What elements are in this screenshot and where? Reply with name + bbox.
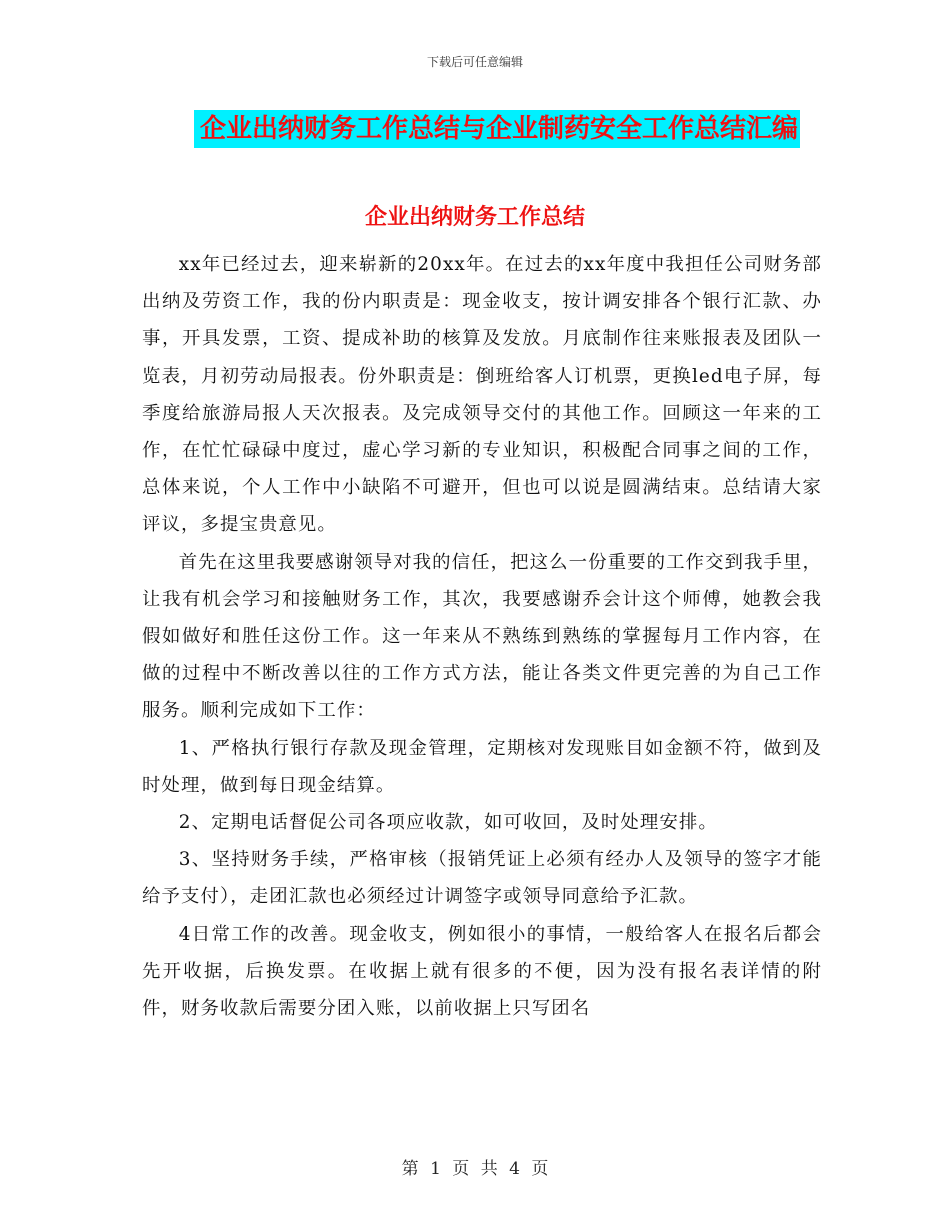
main-title: 企业出纳财务工作总结与企业制药安全工作总结汇编	[194, 110, 800, 148]
paragraph-intro: xx年已经过去，迎来崭新的20xx年。在过去的xx年度中我担任公司财务部出纳及劳资工作，我的份内职责是：现金收支，按计调安排各个银行汇款、办事，开具发票，工资、提成补助的核算及发放。月底制作往来账报表及团队一览表，月初劳动局报表。份外职责是：倒班给客人订机票，更换led电子屏，每季度给旅游局报人天次报表。及完成领导交付的其他工作。回顾这一年来的工作，在忙忙碌碌中度过，虚心学习新的专业知识，积极配合同事之间的工作，总体来说，个人工作中小缺陷不可避开，但也可以说是圆满结束。总结请大家评议，多提宝贵意见。	[142, 254, 822, 536]
page-number-footer: 第 1 页 共 4 页	[401, 1159, 549, 1179]
paragraph-item-4: 4日常工作的改善。现金收支，例如很小的事情，一般给客人在报名后都会先开收据，后换发票。在收据上就有很多的不便，因为没有报名表详情的附件，财务收款后需要分团入账，以前收据上只写团名	[142, 923, 822, 1020]
document-body	[142, 246, 822, 1027]
paragraph-item-3: 3、坚持财务手续，严格审核（报销凭证上必须有经办人及领导的签字才能给予支付），走团汇款也必须经过计调签字或领导同意给予汇款。	[142, 849, 822, 908]
page-header-note: 下载后可任意编辑	[426, 55, 523, 69]
main-title-container	[0, 110, 950, 148]
section-title: 企业出纳财务工作总结	[364, 204, 585, 230]
paragraph-item-2: 2、定期电话督促公司各项应收款，如可收回，及时处理安排。	[178, 812, 718, 834]
paragraph-item-1: 1、严格执行银行存款及现金管理，定期核对发现账目如金额不符，做到及时处理，做到每日现金结算。	[142, 737, 822, 796]
paragraph-thanks: 首先在这里我要感谢领导对我的信任，把这么一份重要的工作交到我手里，让我有机会学习和接触财务工作，其次，我要感谢乔会计这个师傅，她教会我假如做好和胜任这份工作。这一年来从不熟练到熟练的掌握每月工作内容，在做的过程中不断改善以往的工作方式方法，能让各类文件更完善的为自己工作服务。顺利完成如下工作：	[142, 551, 822, 722]
